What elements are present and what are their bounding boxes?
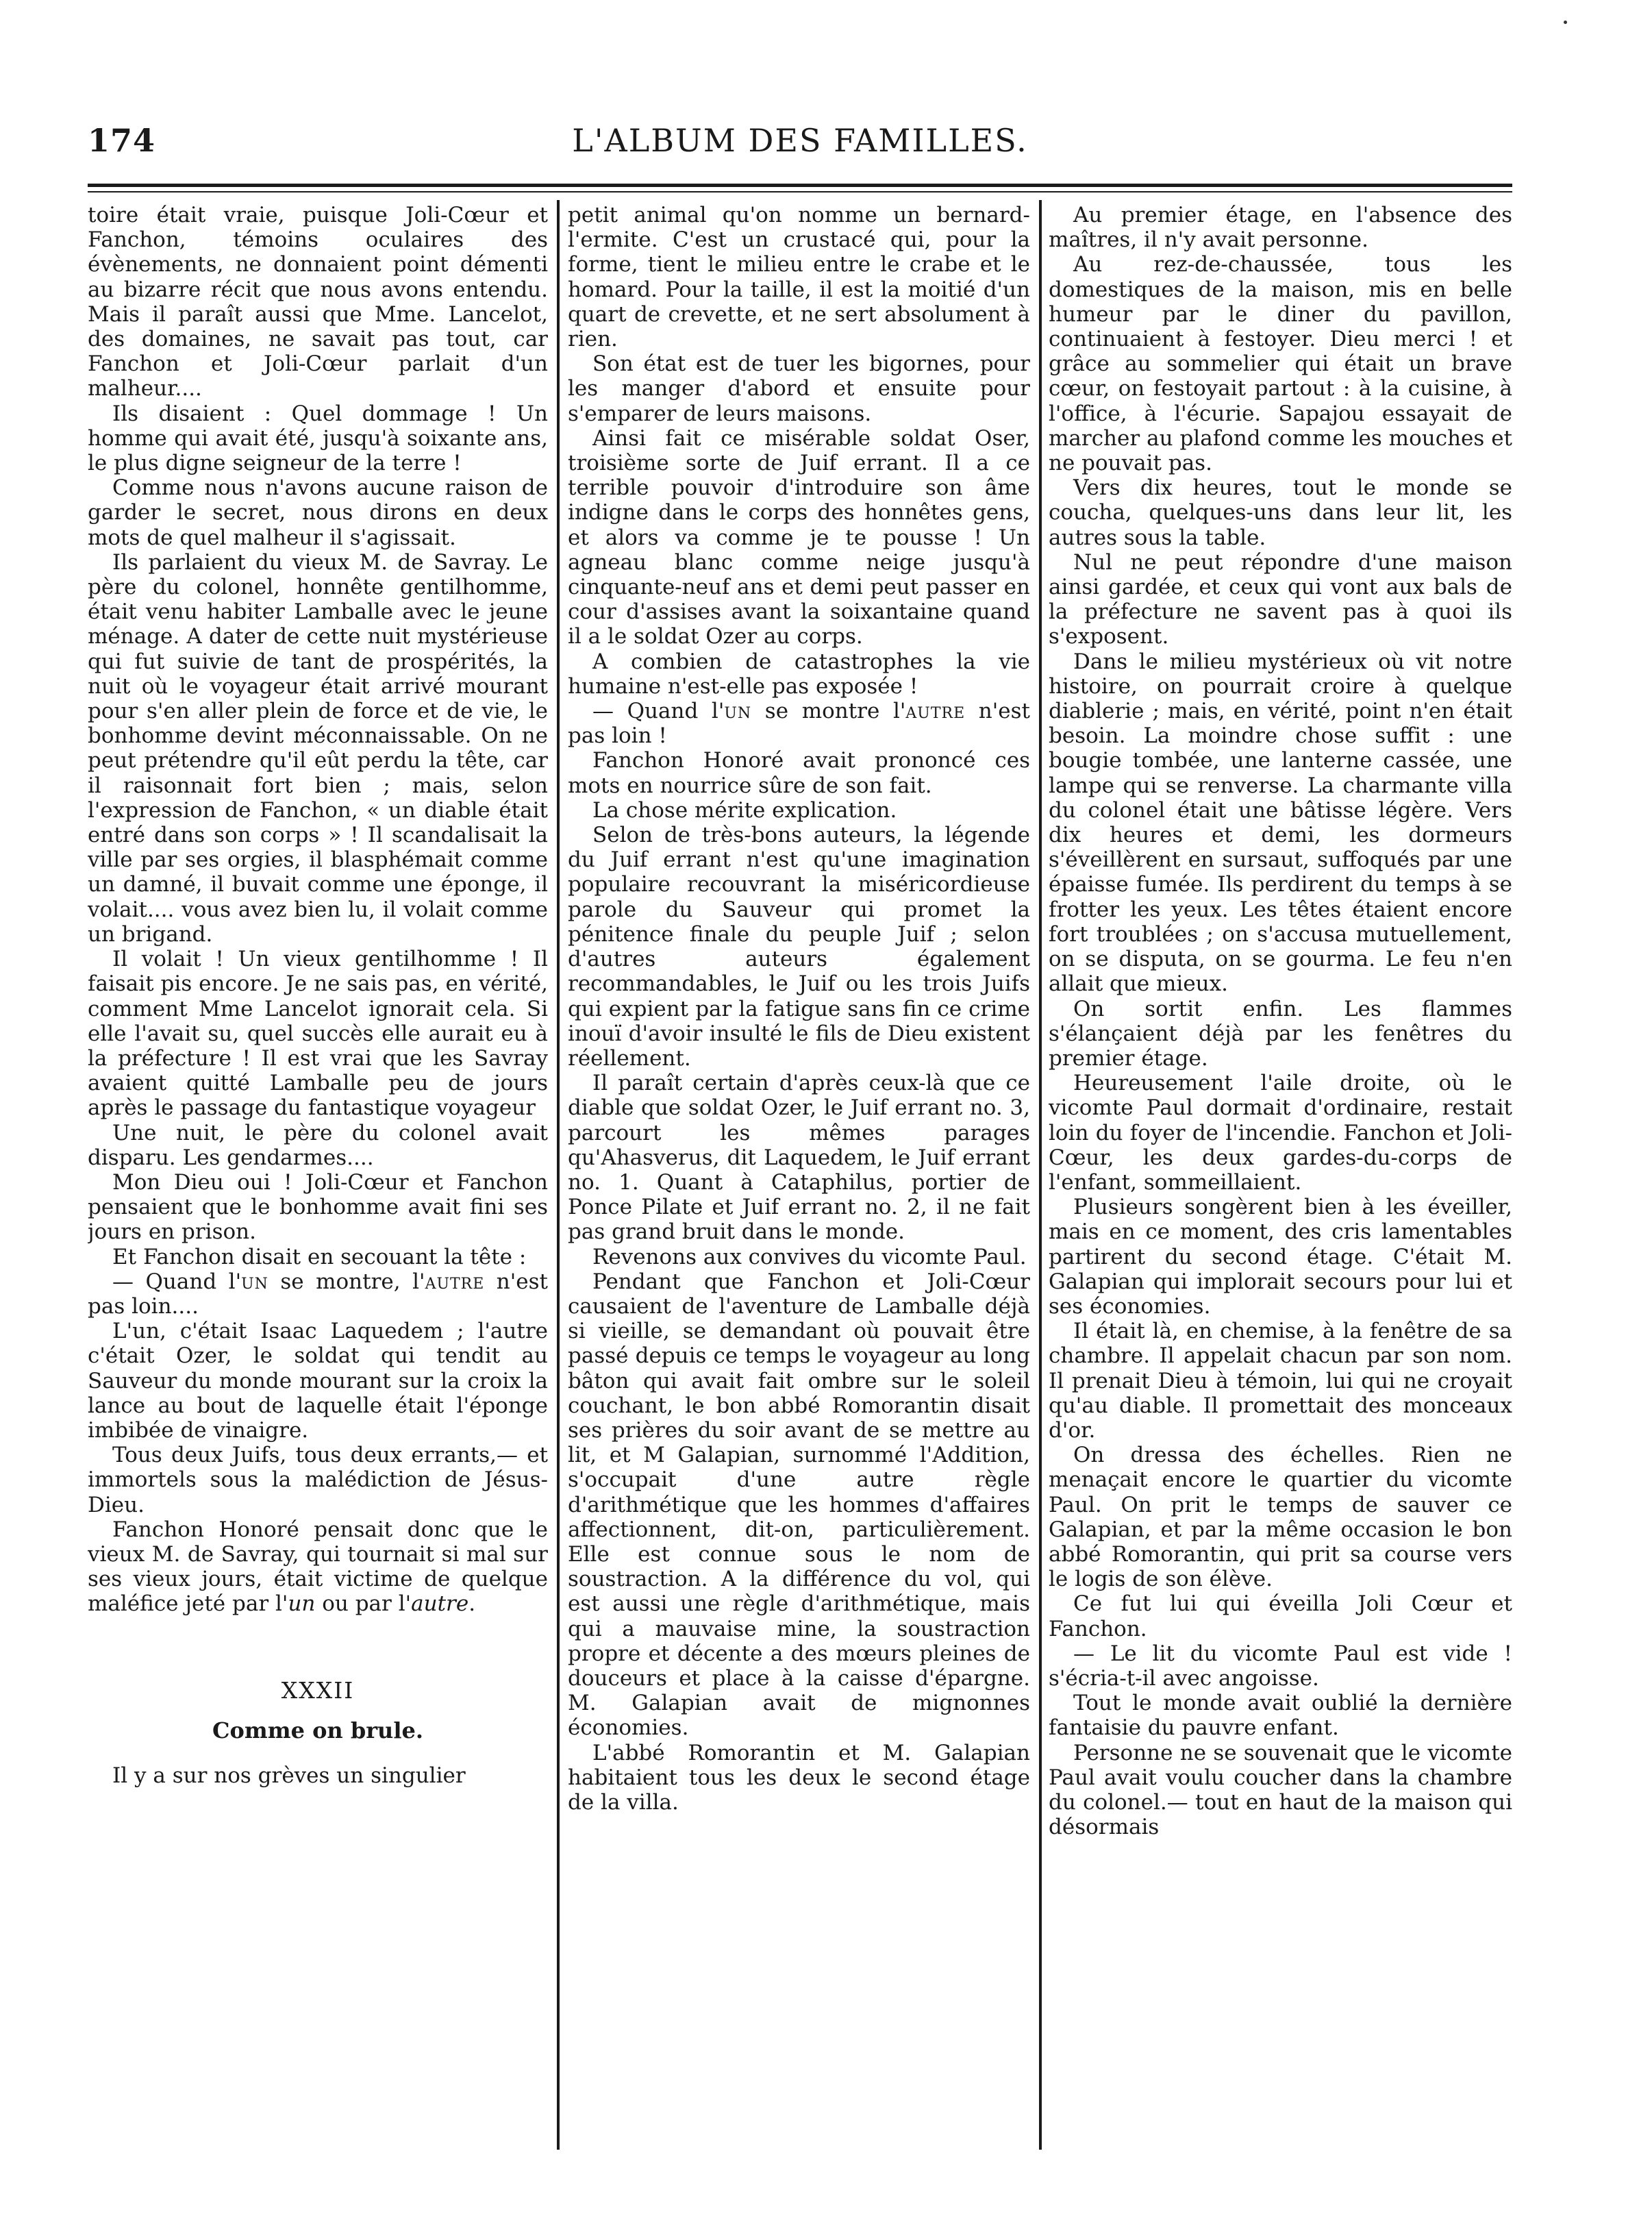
paragraph: Comme nous n'avons aucune raison de garder le secret, nous dirons en deux mots de quel malheur il s'agissait. xyxy=(88,475,548,550)
paragraph: Plusieurs songèrent bien à les éveiller, mais en ce moment, des cris lamentables partirent du second étage. C'était M. Galapian qui implorait secours pour lui et ses économies. xyxy=(1049,1195,1512,1319)
text-run: Fanchon Honoré pensait donc que le vieux M. de Savray, qui tournait si mal sur ses vieux jours, était victime de quelque maléfice jeté par l' xyxy=(88,1517,548,1617)
text-run: — Quand l' xyxy=(112,1269,242,1294)
column-divider-2 xyxy=(1039,200,1042,2150)
paragraph: On dressa des échelles. Rien ne menaçait encore le quartier du vicomte Paul. On prit le temps de sauver ce Galapian, et par la même occasion le bon abbé Romorantin, qui prit sa course vers le logis de son élève. xyxy=(1049,1443,1512,1592)
paragraph: Vers dix heures, tout le monde se coucha, quelques-uns dans leur lit, les autres sous la table. xyxy=(1049,475,1512,550)
italic-word: un xyxy=(288,1591,316,1617)
paragraph: Heureusement l'aile droite, où le vicomte Paul dormait d'ordinaire, restait loin du foyer de l'incendie. Fanchon et Joli-Cœur, les deux gardes-du-corps de l'enfant, sommeillaient. xyxy=(1049,1071,1512,1195)
paragraph: Ils parlaient du vieux M. de Savray. Le père du colonel, honnête gentilhomme, était venu habiter Lamballe avec le jeune ménage. A dater de cette nuit mystérieuse qui fut suivie de tant de prospérités, la nuit où le voyageur était arrivé mourant pour s'en aller plein de force et de vie, le bonhomme devint méconnaissable. On ne peut prétendre qu'il eût perdu la tête, car il raisonnait fort bien ; mais, selon l'expression de Fanchon, « un diable était entré dans son corps » ! Il scandalisait la ville par ses orgies, il blasphémait comme un damné, il buvait comme une éponge, il volait.... vous avez bien lu, il volait comme un brigand. xyxy=(88,549,548,947)
small-caps-word: un xyxy=(724,699,752,724)
paragraph: Une nuit, le père du colonel avait disparu. Les gendarmes.... xyxy=(88,1120,548,1170)
page-header xyxy=(88,122,1512,170)
paragraph: Tout le monde avait oublié la dernière fantaisie du pauvre enfant. xyxy=(1049,1691,1512,1741)
text-run: n'est pas loin.... xyxy=(88,1269,548,1319)
text-run: ou par l' xyxy=(315,1591,412,1617)
paragraph: Ils disaient : Quel dommage ! Un homme qui avait été, jusqu'à soixante ans, le plus digne seigneur de la terre ! xyxy=(88,401,548,476)
chapter-title: Comme on brule. xyxy=(212,1717,423,1743)
paragraph: Nul ne peut répondre d'une maison ainsi gardée, et ceux qui vont aux bals de la préfecture ne savent pas à quoi ils s'exposent. xyxy=(1049,549,1512,649)
paragraph: Il était là, en chemise, à la fenêtre de sa chambre. Il appelait chacun par son nom. Il prenait Dieu à témoin, lui qui ne croyait qu'au diable. Il promettait des monceaux d'or. xyxy=(1049,1319,1512,1443)
paragraph: On sortit enfin. Les flammes s'élançaient déjà par les fenêtres du premier étage. xyxy=(1049,996,1512,1071)
paragraph: Son état est de tuer les bigornes, pour les manger d'abord et ensuite pour s'emparer de leurs maisons. xyxy=(568,351,1030,426)
paragraph: A combien de catastrophes la vie humaine n'est-elle pas exposée ! xyxy=(568,649,1030,699)
paragraph: Revenons aux convives du vicomte Paul. xyxy=(592,1244,1027,1269)
italic-word: autre xyxy=(411,1591,469,1617)
column-2 xyxy=(568,203,1030,2155)
paragraph: Il y a sur nos grèves un singulier xyxy=(112,1763,466,1788)
page-number: 174 xyxy=(88,122,156,159)
text-run: — Quand l' xyxy=(592,699,725,724)
paragraph xyxy=(88,1517,548,1617)
paragraph: Il paraît certain d'après ceux-là que ce diable que soldat Ozer, le Juif errant no. 3, parcourt les mêmes parages qu'Ahasverus, dit Laquedem, le Juif errant no. 1. Quant à Cataphilus, portier de Ponce Pilate et Juif errant no. 2, il ne fait pas grand bruit dans le monde. xyxy=(568,1071,1030,1245)
paragraph: Ce fut lui qui éveilla Joli Cœur et Fanchon. xyxy=(1049,1591,1512,1641)
text-run: se montre, l' xyxy=(268,1269,425,1294)
paragraph: Ainsi fait ce misérable soldat Oser, troisième sorte de Juif errant. Il a ce terrible pouvoir d'introduire son âme indigne dans le corps des honnêtes gens, et alors va comme je te pousse ! Un agneau blanc comme neige jusqu'à cinquante-neuf ans et demi peut passer en cour d'assises avant la soixantaine quand il a le soldat Ozer au corps. xyxy=(568,425,1030,649)
paragraph: Personne ne se souvenait que le vicomte Paul avait voulu coucher dans la chambre du colonel.— tout en haut de la maison qui désormais xyxy=(1049,1740,1512,1840)
small-caps-word: un xyxy=(241,1269,268,1294)
paragraph xyxy=(88,1269,548,1319)
small-caps-word: autre xyxy=(425,1269,485,1294)
paragraph: L'un, c'était Isaac Laquedem ; l'autre c'était Ozer, le soldat qui tendit au Sauveur du monde mourant sur la croix la lance au bout de laquelle était l'éponge imbibée de vinaigre. xyxy=(88,1319,548,1443)
column-divider-1 xyxy=(557,200,560,2150)
running-title: L'ALBUM DES FAMILLES. xyxy=(572,122,1028,159)
paragraph: Fanchon Honoré avait prononcé ces mots en nourrice sûre de son fait. xyxy=(568,748,1030,798)
text-run: . xyxy=(468,1591,476,1617)
paragraph: Et Fanchon disait en secouant la tête : xyxy=(112,1244,527,1269)
paragraph: Pendant que Fanchon et Joli-Cœur causaient de l'aventure de Lamballe déjà si vieille, se demandant où pouvait être passé depuis ce temps le voyageur au long bâton qui avait fait ombre sur le soleil couchant, le bon abbé Romorantin disait ses prières du soir avant de se mettre au lit, et M Galapian, surnommé l'Addition, s'occupait d'une autre règle d'arithmétique que les hommes d'affaires affectionnent, dit-on, particulièrement. Elle est connue sous le nom de soustraction. A la différence du vol, qui est aussi une règle d'arithmétique, mais qui a mauvaise mine, la soustraction propre et décente a des mœurs pleines de douceurs et place à la caisse d'épargne. M. Galapian avait de mignonnes économies. xyxy=(568,1269,1030,1741)
paragraph: Au premier étage, en l'absence des maîtres, il n'y avait personne. xyxy=(1049,203,1512,253)
paragraph: Dans le milieu mystérieux où vit notre histoire, on pourrait croire à quelque diablerie ; mais, en vérité, point n'en était besoin. La moindre chose suffit : une bougie tombée, une lanterne cassée, une lampe qui se renverse. La charmante villa du colonel était une bâtisse légère. Vers dix heures et demi, les dormeurs s'éveillèrent en sursaut, suffoqués par une épaisse fumée. Ils perdirent du temps à se frotter les yeux. Les têtes étaient encore fort troublées ; on s'accusa mutuellement, on se disputa, on se gourma. Le feu n'en allait que mieux. xyxy=(1049,649,1512,997)
margin-mark xyxy=(1564,21,1567,24)
paragraph: — Le lit du vicomte Paul est vide ! s'écria-t-il avec angoisse. xyxy=(1049,1641,1512,1691)
paragraph: Tous deux Juifs, tous deux errants,— et immortels sous la malédiction de Jésus-Dieu. xyxy=(88,1443,548,1517)
paragraph: toire était vraie, puisque Joli-Cœur et Fanchon, témoins oculaires des évènements, ne donnaient point démenti au bizarre récit que nous avons entendu. Mais il paraît aussi que Mme. Lancelot, des domaines, ne savait pas tout, car Fanchon et Joli-Cœur parlait d'un malheur.... xyxy=(88,203,548,401)
paragraph: Au rez-de-chaussée, tous les domestiques de la maison, mis en belle humeur par le diner du pavillon, continuaient à festoyer. Dieu merci ! et grâce au sommelier qui était un brave cœur, on festoyait partout : à la cuisine, à l'office, à l'écurie. Sapajou essayait de marcher au plafond comme les mouches et ne pouvait pas. xyxy=(1049,252,1512,476)
small-caps-word: autre xyxy=(905,699,966,724)
paragraph: L'abbé Romorantin et M. Galapian habitaient tous les deux le second étage de la villa. xyxy=(568,1740,1030,1815)
text-run: se montre l' xyxy=(751,699,906,724)
paragraph xyxy=(568,699,1030,748)
column-3 xyxy=(1049,203,1512,2155)
column-1 xyxy=(88,203,548,2155)
paragraph: Selon de très-bons auteurs, la légende du Juif errant n'est qu'une imagination populaire recouvrant la miséricordieuse parole du Sauveur qui promet la pénitence finale du peuple Juif ; selon d'autres auteurs également recommandables, le Juif ou les trois Juifs qui expient par la fatigue sans fin ce crime inouï d'avoir insulté le fils de Dieu existent réellement. xyxy=(568,823,1030,1071)
chapter-number: XXXII xyxy=(281,1676,355,1704)
text-run: n'est pas loin ! xyxy=(568,699,1030,749)
header-rule-thick xyxy=(88,184,1512,187)
paragraph: petit animal qu'on nomme un bernard-l'ermite. C'est un crustacé qui, pour la forme, tient le milieu entre le crabe et le homard. Pour la taille, il est la moitié d'un quart de crevette, et ne sert absolument à rien. xyxy=(568,203,1030,352)
paragraph: La chose mérite explication. xyxy=(592,797,897,823)
header-rule-thin xyxy=(88,191,1512,192)
paragraph: Mon Dieu oui ! Joli-Cœur et Fanchon pensaient que le bonhomme avait fini ses jours en prison. xyxy=(88,1169,548,1245)
paragraph: Il volait ! Un vieux gentilhomme ! Il faisait pis encore. Je ne sais pas, en vérité, comment Mme Lancelot ignorait cela. Si elle l'avait su, quel succès elle aurait eu à la préfecture ! Il est vrai que les Savray avaient quitté Lamballe peu de jours après le passage du fantastique voyageur xyxy=(88,947,548,1121)
